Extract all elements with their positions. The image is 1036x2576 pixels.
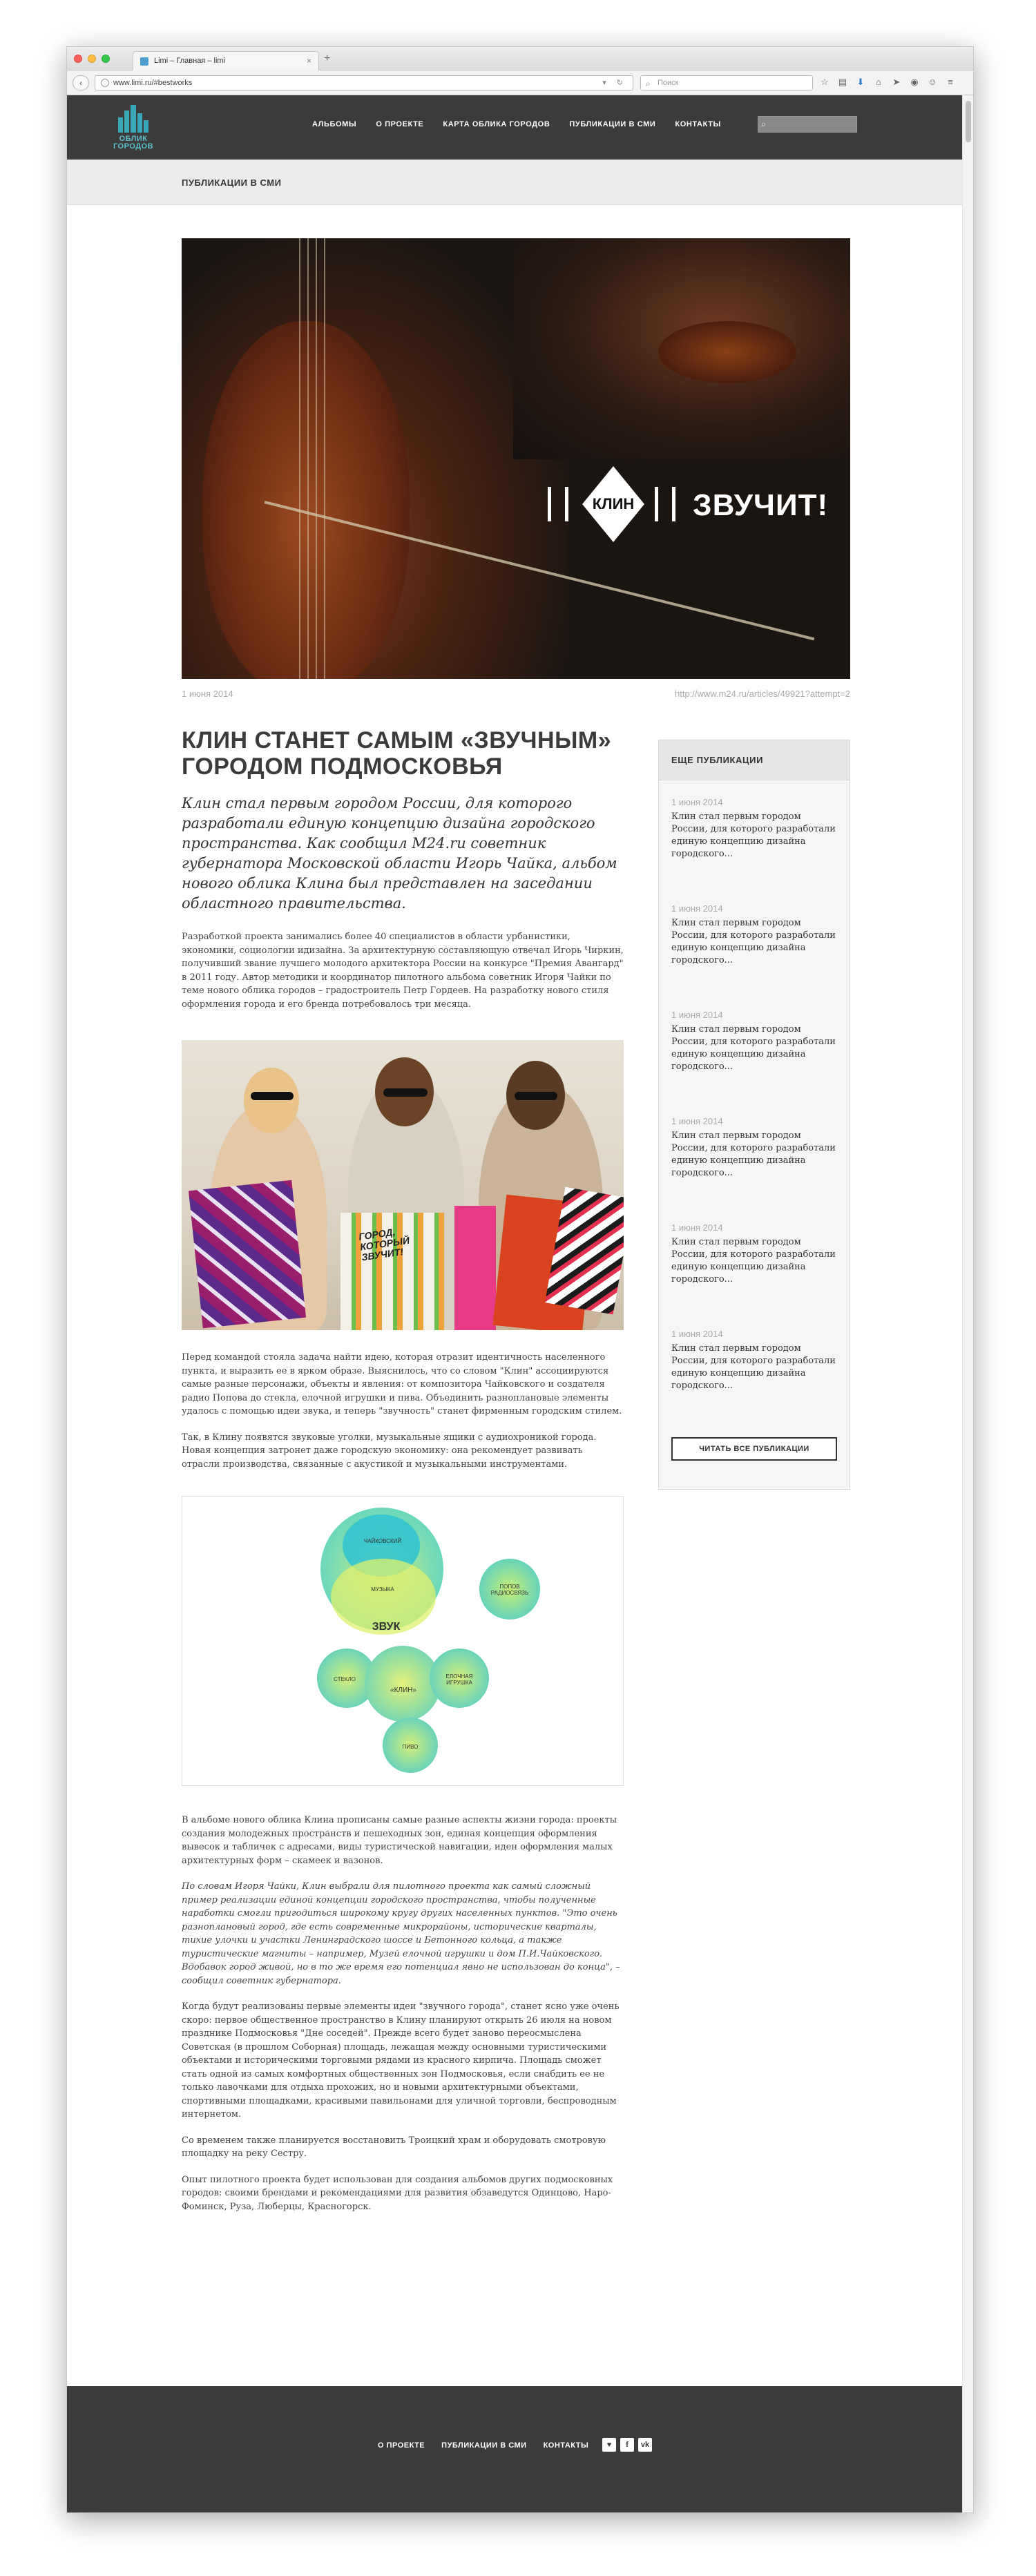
article [182, 727, 624, 2213]
publication-date: 1 июня 2014 [671, 1222, 723, 1233]
globe-icon [101, 79, 109, 87]
label-music: МУЗЫКА [371, 1586, 394, 1593]
label-glass: СТЕКЛО [334, 1676, 356, 1682]
publication-date: 1 июня 2014 [671, 1116, 723, 1126]
sidebar-title: ЕЩЕ ПУБЛИКАЦИИ [659, 740, 850, 780]
section-title: ПУБЛИКАЦИИ В СМИ [182, 177, 282, 188]
facebook-icon[interactable]: f [620, 2438, 634, 2452]
page-scrollbar[interactable] [962, 95, 973, 2512]
klin-logo [548, 466, 679, 542]
woman-head [244, 1068, 299, 1133]
tab-title: Limi – Главная – limi [154, 57, 225, 65]
sidebar-publication-item[interactable] [671, 797, 837, 861]
logo-lines-left [548, 487, 568, 521]
publication-excerpt: Клин стал первым городом России, для которого разработали единую концепцию дизайна городского... [671, 811, 836, 859]
site-footer [67, 2386, 962, 2512]
window-controls [74, 55, 110, 63]
publication-date: 1 июня 2014 [671, 1329, 723, 1339]
more-publications-sidebar [658, 740, 850, 1490]
nav-about[interactable]: О ПРОЕКТЕ [376, 120, 424, 128]
article-title: КЛИН СТАНЕТ САМЫМ «ЗВУЧНЫМ» ГОРОДОМ ПОДМОСКОВЬЯ [182, 727, 612, 780]
bag-slogan: ГОРОД, КОТОРЫЙ ЗВУЧИТ! [358, 1226, 410, 1263]
label-beer: ПИВО [402, 1744, 419, 1750]
social-links [602, 2438, 652, 2452]
search-icon: ⌕ [761, 119, 767, 129]
article-paragraph: Со временем также планируется восстановить Троицкий храм и оборудовать смотровую площадку на реку Сестру. [182, 2135, 606, 2159]
cello-shape [202, 321, 410, 679]
publication-date: 1 июня 2014 [671, 1010, 723, 1020]
logo-word: КЛИН [592, 495, 635, 512]
cello-string [299, 238, 300, 679]
cello-string [307, 238, 309, 679]
send-icon[interactable]: ➤ [892, 77, 901, 87]
publication-excerpt: Клин стал первым городом России, для которого разработали единую концепцию дизайна городского... [671, 1131, 836, 1178]
site-logo[interactable] [106, 104, 161, 152]
site-search-input[interactable] [758, 116, 857, 133]
shopping-women-image [182, 1040, 624, 1330]
logo-building-icon [131, 105, 136, 133]
browser-search-input[interactable] [640, 75, 813, 90]
url-text: www.limi.ru/#bestworks [113, 79, 193, 87]
logo-lines-right [655, 487, 675, 521]
sidebar-publication-item[interactable] [671, 1010, 837, 1073]
nav-contacts[interactable]: КОНТАКТЫ [675, 120, 721, 128]
nav-map[interactable]: КАРТА ОБЛИКА ГОРОДОВ [443, 120, 550, 128]
source-link[interactable]: http://www.m24.ru/articles/49921?attempt=2 [675, 689, 850, 699]
close-window-button[interactable] [74, 55, 82, 63]
minimize-window-button[interactable] [88, 55, 96, 63]
sidebar-publication-item[interactable] [671, 1222, 837, 1286]
url-bar[interactable] [95, 75, 633, 90]
label-klin: «КЛИН» [390, 1686, 416, 1694]
favicon-icon [140, 57, 148, 66]
chat-icon[interactable]: ◉ [910, 77, 919, 87]
diagram-circle-klin [365, 1646, 441, 1722]
section-header [67, 160, 962, 205]
site-header [67, 95, 962, 160]
violin-shape [658, 321, 796, 383]
home-icon[interactable]: ⌂ [876, 77, 881, 87]
search-placeholder: Поиск [658, 79, 679, 87]
logo-building-icon [137, 113, 142, 133]
sidebar-publication-item[interactable] [671, 903, 837, 967]
menu-icon[interactable]: ≡ [948, 77, 953, 87]
logo-building-icon [118, 117, 123, 133]
sunglasses [251, 1092, 294, 1100]
nav-publications[interactable]: ПУБЛИКАЦИИ В СМИ [569, 120, 656, 128]
label-toy: ЕЛОЧНАЯ ИГРУШКА [445, 1673, 473, 1686]
article-paragraph: В альбоме нового облика Клина прописаны самые разные аспекты жизни города: проекты создания молодежных пространств и пешеходных зон, единая концепция оформления вывесок и табличек с адресами, виды туристической навигации, иден оформления малых архитектурных форм – скамеек и вазонов. [182, 1815, 617, 1866]
read-all-publications-button[interactable]: ЧИТАТЬ ВСЕ ПУБЛИКАЦИИ [671, 1437, 837, 1461]
label-sound: ЗВУК [372, 1621, 401, 1633]
sidebar-publication-item[interactable] [671, 1116, 837, 1180]
browser-window [67, 47, 973, 2512]
scrollbar-thumb[interactable] [966, 101, 971, 142]
publication-date: 1 июня 2014 [671, 797, 723, 807]
hero-slogan: ЗВУЧИТ! [693, 488, 829, 522]
reading-list-icon[interactable]: ▤ [838, 77, 847, 87]
reload-icon[interactable]: ▾ ↻ [602, 79, 627, 87]
maximize-window-button[interactable] [102, 55, 110, 63]
smiley-icon[interactable]: ☺ [928, 77, 937, 87]
nav-albums[interactable]: АЛЬБОМЫ [312, 120, 357, 128]
download-icon[interactable]: ⬇ [856, 77, 865, 87]
website [67, 95, 962, 2450]
new-tab-button[interactable]: + [324, 52, 331, 64]
bookmark-star-icon[interactable]: ☆ [821, 77, 829, 87]
label-tchaikovsky: ЧАЙКОВСКИЙ [363, 1538, 402, 1544]
hero-image [182, 238, 850, 679]
publication-excerpt: Клин стал первым городом России, для которого разработали единую концепцию дизайна городского... [671, 1024, 836, 1072]
article-paragraph: Перед командой стояла задача найти идею, которая отразит идентичность населенного пункта, и выразить ее в ярком образе. Выяснилось, что со словом "Клин" ассоциируются самые разные персонажи, объекты и явления: от композитора Чайковского и создателя радио Попова до стекла, елочной игрушки и пива. Объединить разноплановые элементы удалось с помощью идеи звука, и теперь "звучность" станет фирменным городским стилем. [182, 1352, 622, 1416]
sunglasses [383, 1088, 428, 1097]
footer-nav-about[interactable]: О ПРОЕКТЕ [378, 2441, 425, 2450]
footer-navigation [378, 2441, 605, 2450]
cello-string [316, 238, 317, 679]
article-paragraph: Разработкой проекта занимались более 40 специалистов в области урбанистики, экономики, социологии идизайна. За архитектурную составляющую отвечал Игорь Чиркин, получивший звание лучшего молодого архитектора России на конкурсе "Премия Авангард" в 2011 году. Автор методики и координатор пилотного альбома советник Игоря Чайки по теме нового облика городов – градостроитель Петр Гордеев. На разработку нового стиля оформления города и его бренда потребовалось три месяца. [182, 932, 624, 1010]
main-content [67, 205, 962, 2387]
logo-building-icon [124, 110, 129, 133]
publication-date: 1 июня 2014 [671, 903, 723, 914]
main-navigation [312, 120, 740, 128]
sound-concept-diagram [182, 1496, 624, 1786]
heart-icon[interactable]: ♥ [602, 2438, 616, 2452]
tab-close-icon[interactable]: × [306, 56, 311, 66]
article-paragraph: Опыт пилотного проекта будет использован для создания альбомов других подмосковных городов: своими брендами и рекомендациями для развития обзаведутся Одинцово, Наро-Фоминск, Руза, Люберцы, Красногорск. [182, 2174, 613, 2212]
back-button[interactable]: ‹ [73, 75, 89, 90]
logo-building-icon [144, 120, 148, 133]
footer-nav-publications[interactable]: ПУБЛИКАЦИИ В СМИ [441, 2441, 527, 2450]
browser-tab[interactable] [133, 51, 319, 70]
browser-toolbar [67, 70, 973, 95]
cello-string [324, 238, 325, 679]
footer-nav-contacts[interactable]: КОНТАКТЫ [543, 2441, 589, 2450]
logo-text [106, 135, 161, 151]
logo-line-1: ОБЛИК [119, 135, 148, 143]
shopping-bag [454, 1206, 496, 1330]
shopping-bag [189, 1180, 306, 1329]
sunglasses [515, 1092, 557, 1100]
publication-excerpt: Клин стал первым городом России, для которого разработали единую концепцию дизайна городского... [671, 1237, 836, 1285]
logo-line-2: ГОРОДОВ [113, 142, 154, 151]
publication-excerpt: Клин стал первым городом России, для которого разработали единую концепцию дизайна городского... [671, 1343, 836, 1391]
article-quote: По словам Игоря Чайки, Клин выбрали для пилотного проекта как самый сложный пример реализации единой концепции городского пространства, чтобы полученные наработки смогли пригодиться широкому кругу других населенных пунктов. "Это очень разноплановый город, где есть современные микрорайоны, исторические кварталы, тихие улочки и участки Ленинградского шоссе и Бетонного кольца, а также туристические магниты – например, Музей елочной игрушки и дом П.И.Чайковского. Вдобавок город живой, но в то же время его потенциал явно не использован до конца", – сообщил советник губернатора. [182, 1881, 620, 1986]
article-paragraph: Когда будут реализованы первые элементы идеи "звучного города", станет ясно уже очень скоро: первое общественное пространство в Клину планируют открыть 26 июля на новом празднике Подмосковья "Дне соседей". Прежде всего будет заново переосмыслена Советская (в прошлом Соборная) площадь, лежащая между основными туристическими объектами и историческими торговыми рядами из красного кирпича. Площадь сможет стать одной из самых комфортных общественных зон Подмосковья, если снабдить ее не только лавочками для отдыха прохожих, но и новыми архитектурными объектами, спортивными площадками, красивыми павильонами для уличной торговли, беспроводным интернетом. [182, 2001, 620, 2120]
article-date: 1 июня 2014 [182, 689, 233, 699]
article-lead: Клин стал первым городом России, для которого разработали единую концепцию дизайна городского пространства. Как сообщил M24.ru советник губернатора Московской области Игорь Чайка, альбом нового облика Клина был представлен на заседании областного правительства. [182, 795, 617, 912]
sidebar-publication-item[interactable] [671, 1329, 837, 1392]
publication-excerpt: Клин стал первым городом России, для которого разработали единую концепцию дизайна городского... [671, 918, 836, 965]
browser-toolbar-icons [820, 77, 955, 87]
vk-icon[interactable]: vk [638, 2438, 652, 2452]
article-paragraph: Так, в Клину появятся звуковые уголки, музыкальные ящики с аудиохроникой города. Новая концепция затронет даже городскую экономику: она рекомендует развивать отрасли производства, связанные с акустикой и музыкальными инструментами. [182, 1432, 597, 1470]
label-popov: ПОПОВ РАДИОСВЯЗЬ [490, 1584, 529, 1596]
search-icon: ⌕ [646, 79, 651, 88]
browser-titlebar [67, 47, 973, 70]
